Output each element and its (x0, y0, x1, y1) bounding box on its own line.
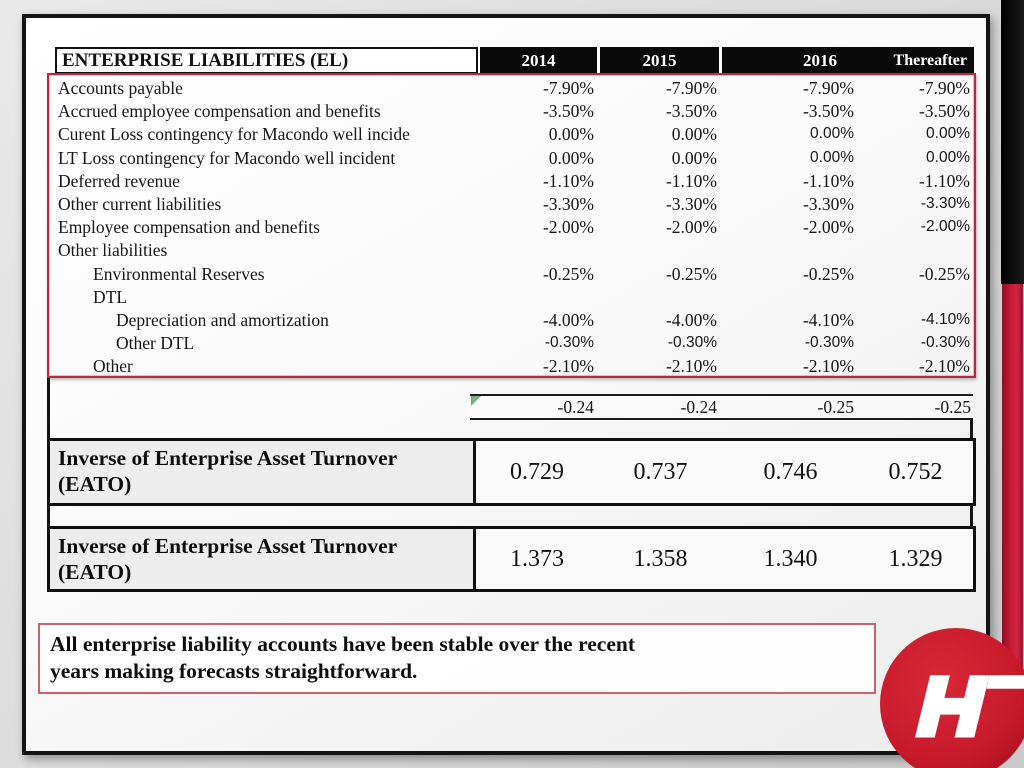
percent-cell (596, 286, 719, 309)
ratio-cell: -0.24 (557, 397, 594, 417)
percent-cell: -2.10% (542, 356, 594, 377)
percent-cell: -4.10% (920, 310, 970, 328)
row-label: Other liabilities (58, 240, 168, 261)
row-label: DTL (93, 286, 128, 307)
percent-cell: -3.30% (920, 194, 970, 212)
halliburton-logo-icon (880, 628, 1024, 768)
table-border-line (970, 418, 973, 440)
row-label: Curent Loss contingency for Macondo well incide (58, 124, 410, 145)
percent-cell (475, 239, 596, 262)
table-row (49, 147, 974, 170)
ratio-cell: -0.25 (817, 397, 854, 417)
percent-cell: -3.50% (542, 101, 594, 122)
percent-cell: -0.25% (665, 263, 717, 284)
table-row (49, 123, 974, 146)
eato-value-cell: 0.746 (763, 458, 818, 485)
percent-cell: -1.10% (918, 170, 970, 191)
eato-box-1 (47, 438, 976, 506)
eato-value-cell: 1.373 (510, 545, 564, 572)
percent-cell (719, 239, 856, 262)
percent-cell: -3.30% (665, 193, 717, 214)
table-row (49, 193, 974, 216)
percent-cell (596, 239, 719, 262)
percent-cell: -4.00% (542, 309, 594, 330)
percent-cell: 0.00% (671, 124, 717, 145)
table-row (49, 239, 974, 262)
row-label: Employee compensation and benefits (58, 217, 320, 238)
eato-value-cell: 0.752 (888, 458, 943, 485)
percent-cell: -3.50% (802, 101, 854, 122)
percent-cell: -7.90% (918, 78, 970, 98)
percent-cell: -2.00% (542, 217, 594, 238)
eato-value-cell: 1.329 (888, 545, 943, 572)
ratio-cell: -0.25 (934, 397, 971, 417)
edge-band-black (1001, 0, 1024, 284)
column-header-thereafter: Thereafter (893, 52, 967, 69)
percent-cell: -1.10% (802, 170, 854, 191)
percent-cell: -0.25% (918, 263, 970, 284)
percent-cell (719, 286, 856, 309)
eato-1-label: Inverse of Enterprise Asset Turnover (EATO) (50, 441, 473, 503)
table-row (49, 286, 974, 309)
row-label: Environmental Reserves (93, 263, 265, 284)
eato-2-label: Inverse of Enterprise Asset Turnover (EATO) (50, 529, 473, 589)
percent-cell (475, 286, 596, 309)
percent-cell: 0.00% (926, 148, 970, 166)
percent-cell: -4.00% (665, 309, 717, 330)
percent-cell: -1.10% (542, 170, 594, 191)
percent-cell: -3.30% (542, 193, 594, 214)
percent-cell (856, 286, 972, 309)
column-header-2014: 2014 (480, 47, 597, 74)
percent-cell: -2.10% (802, 356, 854, 377)
ratio-strip (470, 394, 973, 420)
row-label: LT Loss contingency for Macondo well incident (58, 147, 396, 168)
table-row (49, 332, 974, 355)
percent-cell: -0.30% (920, 334, 970, 352)
row-label: Accounts payable (58, 78, 183, 98)
eato-box-2 (47, 526, 976, 592)
eato-value-cell: 1.340 (763, 545, 818, 572)
percent-cell: -0.30% (804, 334, 854, 352)
percent-cell: -0.25% (542, 263, 594, 284)
percent-cell: -2.00% (920, 218, 970, 236)
row-label: Other DTL (116, 333, 195, 354)
row-label: Other current liabilities (58, 193, 222, 214)
percent-cell: -4.10% (802, 309, 854, 330)
percent-cell: -3.50% (918, 101, 970, 122)
percent-cell: 0.00% (926, 125, 970, 143)
commentary-line: All enterprise liability accounts have been stable over the recent (50, 632, 635, 656)
table-title: ENTERPRISE LIABILITIES (EL) (55, 47, 478, 74)
percent-cell: -2.10% (918, 356, 970, 377)
percent-cell: 0.00% (671, 147, 717, 168)
table-row (49, 100, 974, 123)
commentary-box (38, 623, 876, 694)
percent-cell: -2.10% (665, 356, 717, 377)
column-header-2016: 2016 (803, 51, 837, 70)
row-label: Other (93, 356, 133, 377)
eato-value-cell: 1.358 (633, 545, 688, 572)
table-row (49, 263, 974, 286)
percent-cell: -7.90% (802, 78, 854, 98)
table-border-line (47, 378, 50, 440)
column-header-group (722, 47, 974, 74)
row-label: Accrued employee compensation and benefits (58, 101, 381, 122)
percent-cell: -2.00% (665, 217, 717, 238)
percent-cell: 0.00% (810, 148, 854, 166)
table-row (49, 309, 974, 332)
halliburton-logo (880, 628, 1024, 768)
eato-value-cell: 0.729 (510, 458, 564, 485)
percent-cell: -0.30% (667, 334, 717, 352)
table-row (49, 170, 974, 193)
percent-cell: 0.00% (810, 125, 854, 143)
row-label: Deferred revenue (58, 170, 180, 191)
percent-cell (856, 239, 972, 262)
column-header-2015: 2015 (600, 47, 719, 74)
row-label: Depreciation and amortization (116, 309, 329, 330)
percent-cell: 0.00% (548, 124, 594, 145)
percent-cell: -7.90% (665, 78, 717, 98)
percent-cell: -3.30% (802, 193, 854, 214)
percent-cell: -2.00% (802, 217, 854, 238)
commentary-line: years making forecasts straightforward. (50, 659, 418, 683)
percent-cell: -0.30% (544, 334, 594, 352)
percent-cell: 0.00% (548, 147, 594, 168)
table-row (49, 355, 974, 378)
percent-cell: -0.25% (802, 263, 854, 284)
table-row (49, 77, 974, 100)
liability-rows-block (47, 73, 976, 378)
percent-cell: -7.90% (542, 78, 594, 98)
eato-1-values (473, 441, 973, 503)
eato-2-values (473, 529, 973, 589)
eato-value-cell: 0.737 (633, 458, 688, 485)
percent-cell: -1.10% (665, 170, 717, 191)
table-row (49, 216, 974, 239)
percent-cell: -3.50% (665, 101, 717, 122)
ratio-cell: -0.24 (680, 397, 717, 417)
